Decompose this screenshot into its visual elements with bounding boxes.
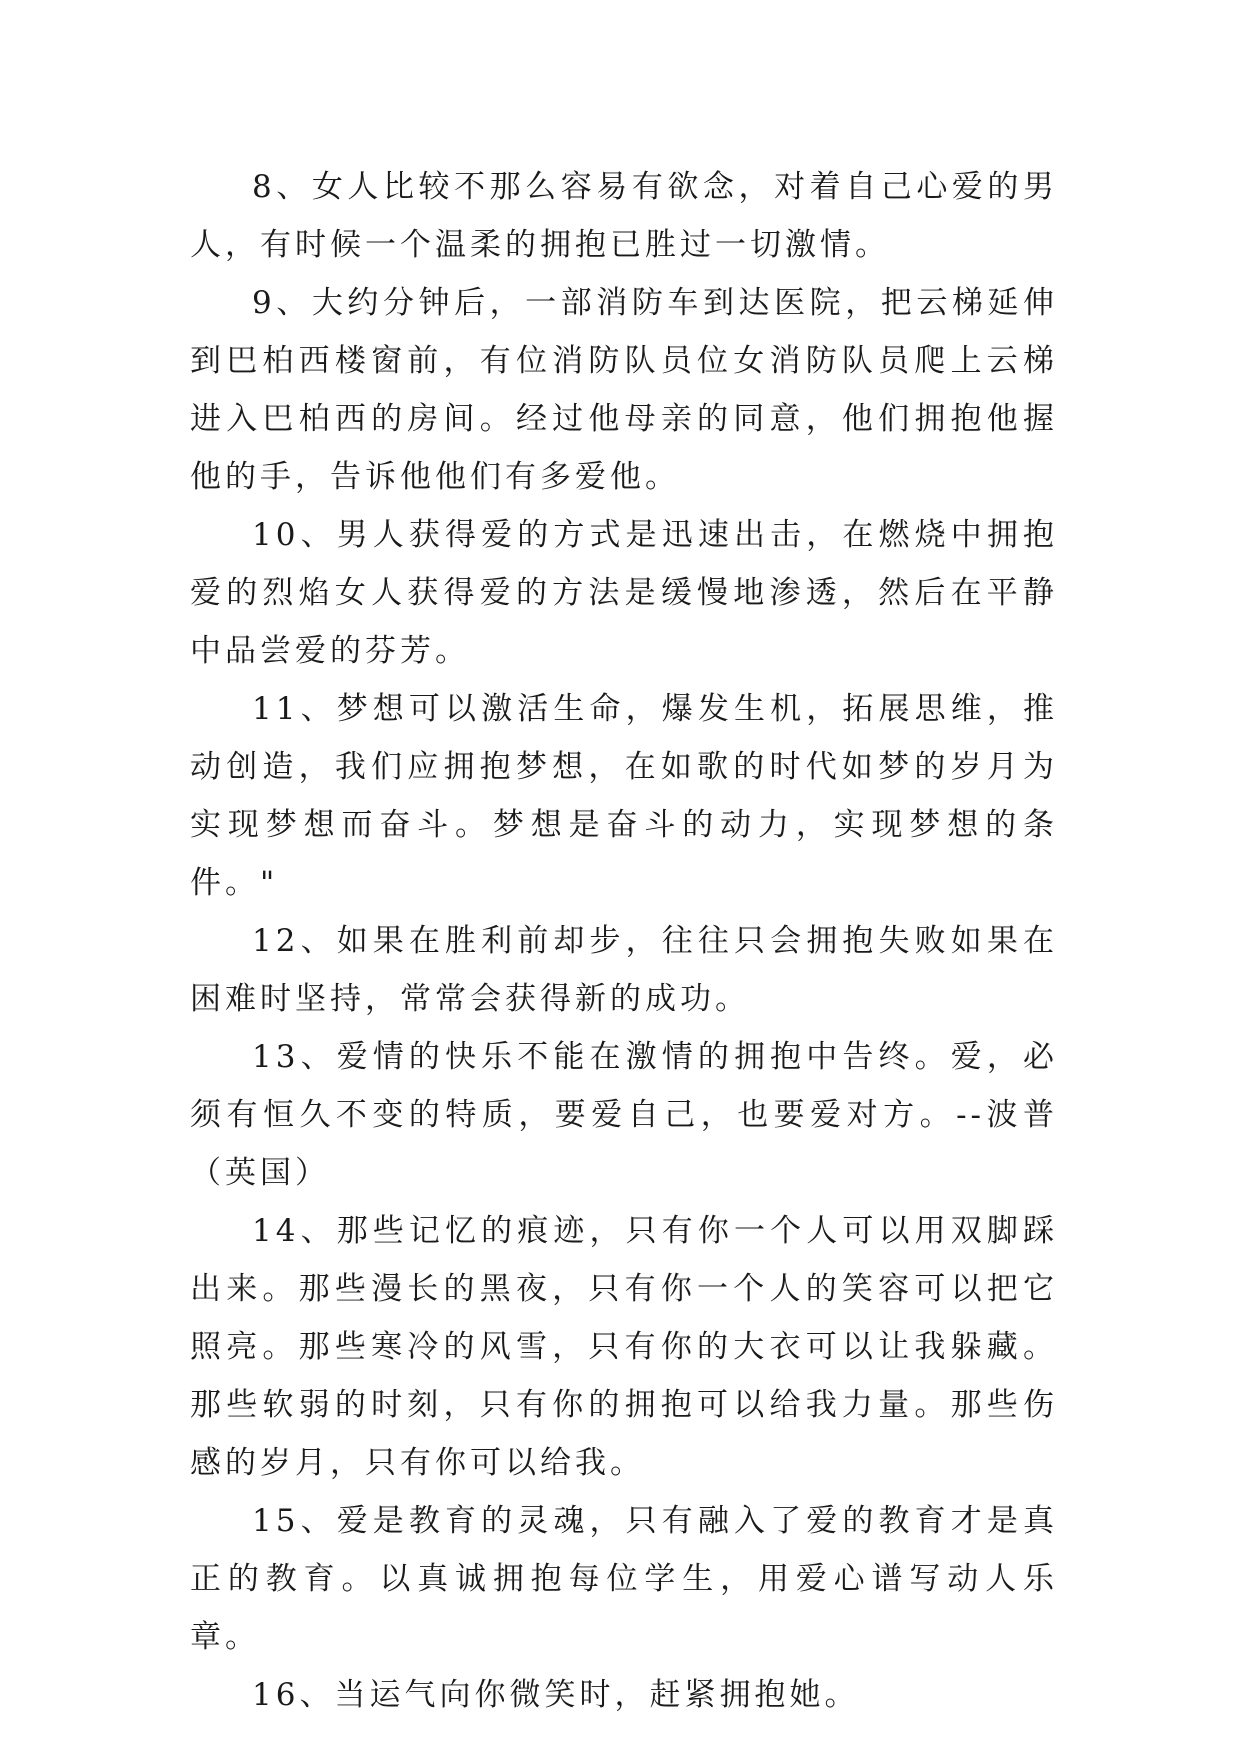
paragraph-16: 16、当运气向你微笑时，赶紧拥抱她。: [252, 1677, 860, 1713]
paragraph-13: 13、爱情的快乐不能在激情的拥抱中告终。爱，必须有恒久不变的特质，要爱自己，也要爱对方。--波普（英国）: [190, 1039, 1058, 1191]
paragraph-12: 12、如果在胜利前却步，往往只会拥抱失败如果在困难时坚持，常常会获得新的成功。: [190, 923, 1058, 1017]
paragraph-14: 14、那些记忆的痕迹，只有你一个人可以用双脚踩出来。那些漫长的黑夜，只有你一个人的笑容可以把它照亮。那些寒冷的风雪，只有你的大衣可以让我躲藏。那些软弱的时刻，只有你的拥抱可以给我力量。那些伤感的岁月，只有你可以给我。: [190, 1213, 1058, 1481]
document-body: [190, 158, 1058, 1724]
paragraph-10: 10、男人获得爱的方式是迅速出击，在燃烧中拥抱爱的烈焰女人获得爱的方法是缓慢地渗透，然后在平静中品尝爱的芬芳。: [190, 517, 1058, 669]
paragraph-8: 8、女人比较不那么容易有欲念，对着自己心爱的男人，有时候一个温柔的拥抱已胜过一切激情。: [190, 169, 1058, 263]
paragraph-9: 9、大约分钟后，一部消防车到达医院，把云梯延伸到巴柏西楼窗前，有位消防队员位女消防队员爬上云梯进入巴柏西的房间。经过他母亲的同意，他们拥抱他握他的手，告诉他他们有多爱他。: [190, 285, 1058, 495]
paragraph-11: 11、梦想可以激活生命，爆发生机，拓展思维，推动创造，我们应拥抱梦想，在如歌的时代如梦的岁月为实现梦想而奋斗。梦想是奋斗的动力，实现梦想的条件。": [190, 691, 1058, 901]
paragraph-15: 15、爱是教育的灵魂，只有融入了爱的教育才是真正的教育。以真诚拥抱每位学生，用爱心谱写动人乐章。: [190, 1503, 1058, 1655]
